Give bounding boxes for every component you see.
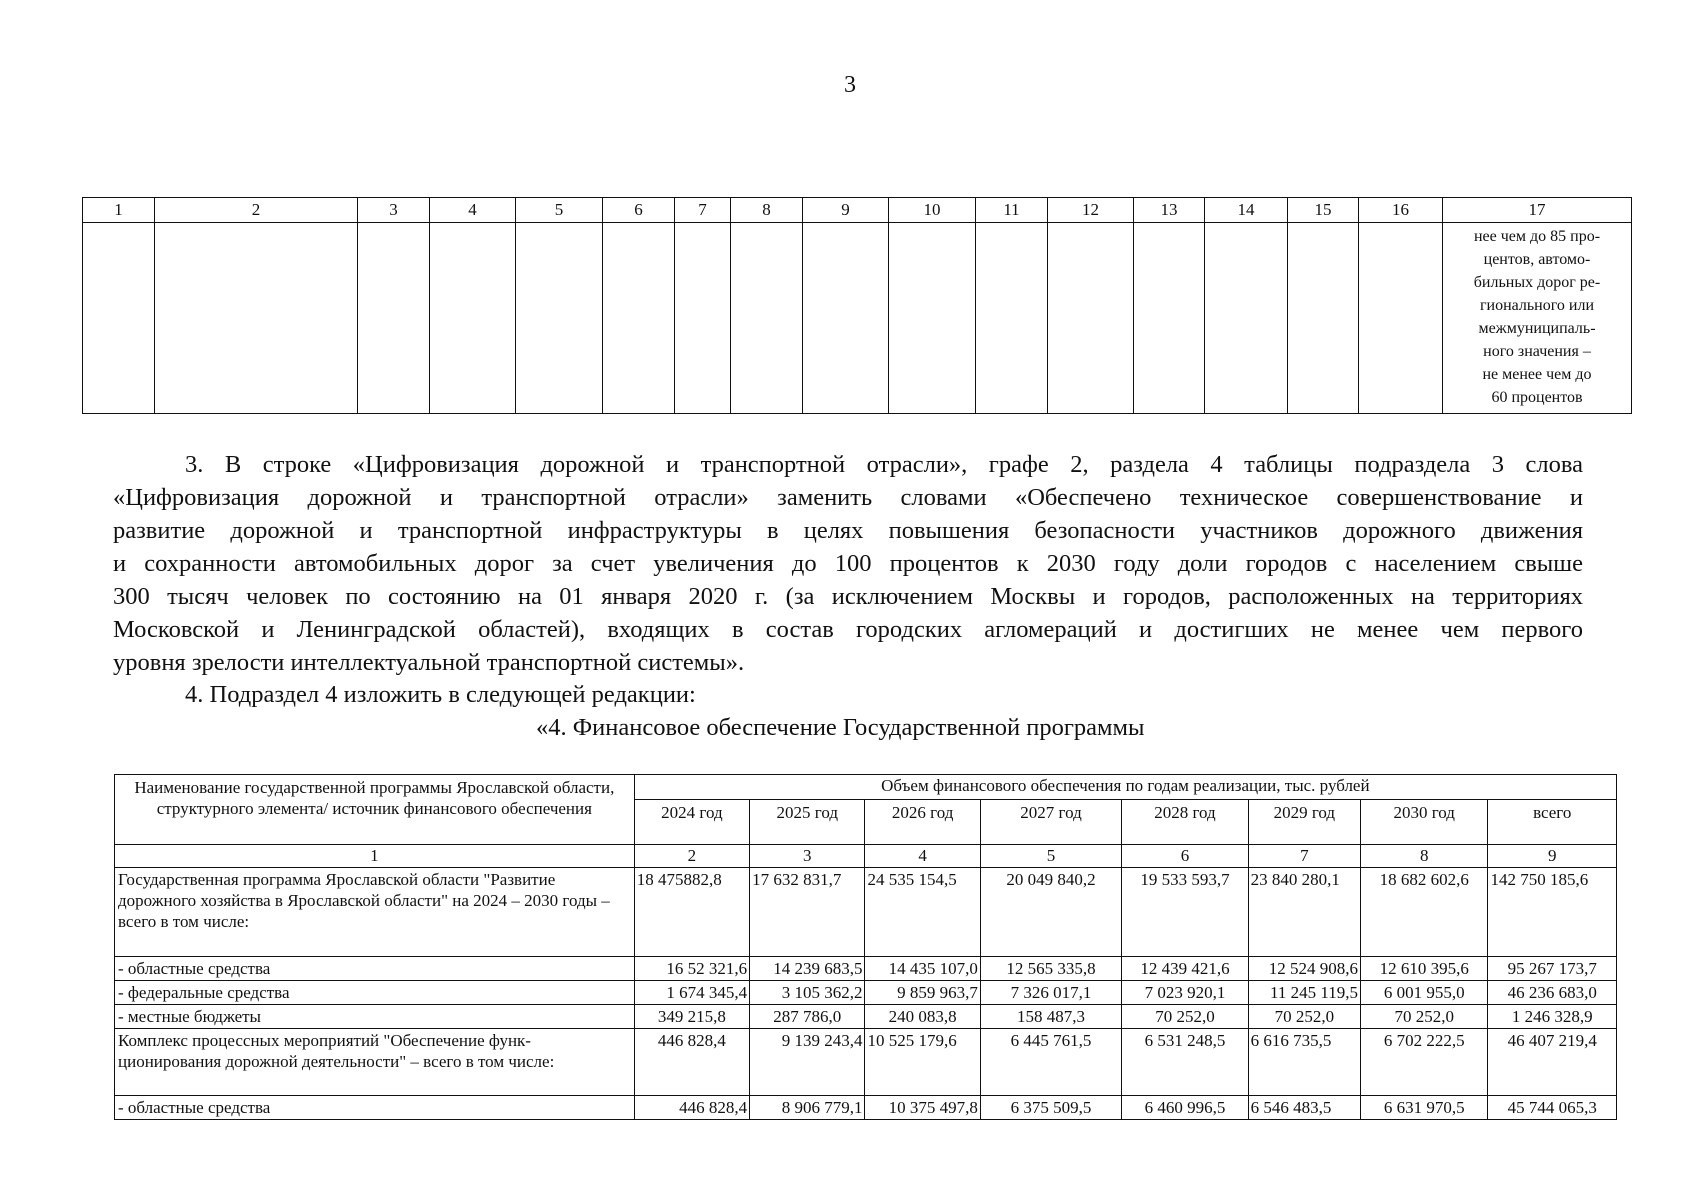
value-cell: 287 786,0 — [750, 1005, 865, 1029]
col-number: 7 — [675, 198, 731, 223]
col-number: 5 — [980, 845, 1121, 868]
row-name: - областные средства — [115, 1096, 635, 1120]
value-cell: 46 236 683,0 — [1488, 981, 1617, 1005]
table-row — [115, 981, 1617, 1005]
col-number: 8 — [1361, 845, 1488, 868]
value-cell: 3 105 362,2 — [750, 981, 865, 1005]
paragraph-4 — [113, 678, 1583, 711]
value-cell: 446 828,4 — [634, 1029, 749, 1096]
value-cell: 9 139 243,4 — [750, 1029, 865, 1096]
col-number: 1 — [83, 198, 155, 223]
value-cell: 12 439 421,6 — [1122, 957, 1248, 981]
table-row — [115, 1029, 1617, 1096]
value-cell: 6 702 222,5 — [1361, 1029, 1488, 1096]
value-cell: 16 52 321,6 — [634, 957, 749, 981]
col-number: 2 — [634, 845, 749, 868]
value-cell: 446 828,4 — [634, 1096, 749, 1120]
paragraph-line: 300 тысяч человек по состоянию на 01 января 2020 г. (за исключением Москвы и городов, расположенных на территориях — [113, 583, 1583, 610]
value-cell: 142 750 185,6 — [1488, 868, 1617, 957]
page-number: 3 — [844, 72, 856, 98]
name-header: Наименование государственной программы Ярославской области, структурного элемента/ источник финансового обеспечения — [115, 775, 635, 845]
value-cell: 6 375 509,5 — [980, 1096, 1121, 1120]
table-cell — [1134, 223, 1205, 414]
text-line: нее чем до 85 про- — [1473, 228, 1601, 245]
table-cell — [83, 223, 155, 414]
value-cell: 1 246 328,9 — [1488, 1005, 1617, 1029]
value-cell: 14 435 107,0 — [865, 957, 980, 981]
col-number: 14 — [1205, 198, 1288, 223]
table-cell — [603, 223, 675, 414]
finance-table — [114, 774, 1617, 1120]
value-cell: 9 859 963,7 — [865, 981, 980, 1005]
row-name: Государственная программа Ярославской области "Развитие дорожного хозяйства в Ярославской области" на 2024 – 2030 годы – всего в том числе: — [115, 868, 635, 957]
row-name: Комплекс процессных мероприятий "Обеспечение функ-ционирования дорожной деятельности" – всего в том числе: — [115, 1029, 635, 1096]
value-cell: 6 546 483,5 — [1248, 1096, 1360, 1120]
col-number: 2 — [155, 198, 358, 223]
value-cell: 17 632 831,7 — [750, 868, 865, 957]
total-header: всего — [1488, 800, 1617, 845]
col-number: 6 — [1122, 845, 1248, 868]
year-header: 2026 год — [865, 800, 980, 845]
table-row — [115, 957, 1617, 981]
table-cell — [1359, 223, 1443, 414]
col-number: 3 — [750, 845, 865, 868]
column-number-row — [83, 198, 1632, 223]
paragraph-line: и сохранности автомобильных дорог за счет увеличения до 100 процентов к 2030 году доли городов с населением свыше — [113, 550, 1583, 577]
row-name: - областные средства — [115, 957, 635, 981]
value-cell: 240 083,8 — [865, 1005, 980, 1029]
value-cell: 8 906 779,1 — [750, 1096, 865, 1120]
section-title: «4. Финансовое обеспечение Государственной программы — [536, 714, 1145, 741]
col-number: 17 — [1443, 198, 1632, 223]
col-number: 4 — [865, 845, 980, 868]
table-cell — [1048, 223, 1134, 414]
year-header: 2028 год — [1122, 800, 1248, 845]
value-cell: 6 616 735,5 — [1248, 1029, 1360, 1096]
table-row — [115, 1005, 1617, 1029]
col-number: 8 — [731, 198, 803, 223]
value-cell: 45 744 065,3 — [1488, 1096, 1617, 1120]
value-cell: 18 475882,8 — [634, 868, 749, 957]
column-number-row — [115, 845, 1617, 868]
value-cell: 18 682 602,6 — [1361, 868, 1488, 957]
col-number: 9 — [803, 198, 889, 223]
value-cell: 95 267 173,7 — [1488, 957, 1617, 981]
value-cell: 12 524 908,6 — [1248, 957, 1360, 981]
value-cell: 12 610 395,6 — [1361, 957, 1488, 981]
value-cell: 6 001 955,0 — [1361, 981, 1488, 1005]
table-cell — [1205, 223, 1288, 414]
year-header: 2024 год — [634, 800, 749, 845]
value-cell: 14 239 683,5 — [750, 957, 865, 981]
col-number: 3 — [358, 198, 430, 223]
year-header: 2030 год — [1361, 800, 1488, 845]
value-cell: 12 565 335,8 — [980, 957, 1121, 981]
value-cell: 23 840 280,1 — [1248, 868, 1360, 957]
table-cell — [430, 223, 516, 414]
paragraph-line: развитие дорожной и транспортной инфраструктуры в целях повышения безопасности участников дорожного движения — [113, 517, 1583, 544]
text-line: гионального или — [1479, 297, 1595, 314]
col17-cell — [1443, 223, 1632, 414]
value-cell: 11 245 119,5 — [1248, 981, 1360, 1005]
col17-text — [1443, 223, 1631, 411]
table-cell — [1288, 223, 1359, 414]
col-number: 10 — [889, 198, 976, 223]
year-header: 2029 год — [1248, 800, 1360, 845]
paragraph-line: 3. В строке «Цифровизация дорожной и транспортной отрасли», графе 2, раздела 4 таблицы подраздела 3 слова — [185, 451, 1583, 478]
paragraph-line: «Цифровизация дорожной и транспортной отрасли» заменить словами «Обеспечено техническое совершенствование и — [113, 484, 1583, 511]
value-cell: 19 533 593,7 — [1122, 868, 1248, 957]
table-cell — [803, 223, 889, 414]
text-line: бильных дорог ре- — [1473, 274, 1601, 291]
table-row — [115, 1096, 1617, 1120]
col-number: 12 — [1048, 198, 1134, 223]
value-cell: 24 535 154,5 — [865, 868, 980, 957]
value-cell: 1 674 345,4 — [634, 981, 749, 1005]
value-cell: 70 252,0 — [1248, 1005, 1360, 1029]
table-cell — [155, 223, 358, 414]
col-number: 13 — [1134, 198, 1205, 223]
value-cell: 10 525 179,6 — [865, 1029, 980, 1096]
col-number: 9 — [1488, 845, 1617, 868]
value-cell: 349 215,8 — [634, 1005, 749, 1029]
value-cell: 7 326 017,1 — [980, 981, 1121, 1005]
paragraph-3 — [113, 448, 1583, 679]
col-number: 4 — [430, 198, 516, 223]
col-number: 5 — [516, 198, 603, 223]
value-cell: 10 375 497,8 — [865, 1096, 980, 1120]
col-number: 16 — [1359, 198, 1443, 223]
col-number: 11 — [976, 198, 1048, 223]
table-cell — [976, 223, 1048, 414]
col-number: 6 — [603, 198, 675, 223]
value-cell: 70 252,0 — [1361, 1005, 1488, 1029]
text-line: не менее чем до — [1482, 366, 1592, 383]
table-cell — [889, 223, 976, 414]
col-number: 15 — [1288, 198, 1359, 223]
value-cell: 70 252,0 — [1122, 1005, 1248, 1029]
value-cell: 46 407 219,4 — [1488, 1029, 1617, 1096]
value-cell: 6 531 248,5 — [1122, 1029, 1248, 1096]
volume-header: Объем финансового обеспечения по годам реализации, тыс. рублей — [634, 775, 1616, 800]
row-name: - местные бюджеты — [115, 1005, 635, 1029]
text-line: центов, автомо- — [1483, 251, 1591, 268]
col-number: 1 — [115, 845, 635, 868]
table-cell — [675, 223, 731, 414]
table-cell — [731, 223, 803, 414]
value-cell: 7 023 920,1 — [1122, 981, 1248, 1005]
value-cell: 6 445 761,5 — [980, 1029, 1121, 1096]
table-cell — [358, 223, 430, 414]
table-cell — [516, 223, 603, 414]
paragraph-line: 4. Подраздел 4 изложить в следующей редакции: — [185, 681, 696, 708]
year-header: 2027 год — [980, 800, 1121, 845]
continuation-table — [82, 197, 1632, 414]
text-line: межмуниципаль- — [1478, 320, 1596, 337]
text-line: ного значения – — [1483, 343, 1591, 360]
table-row — [83, 223, 1632, 414]
col-number: 7 — [1248, 845, 1360, 868]
year-header: 2025 год — [750, 800, 865, 845]
value-cell: 20 049 840,2 — [980, 868, 1121, 957]
text-line: 60 процентов — [1491, 389, 1583, 406]
value-cell: 6 631 970,5 — [1361, 1096, 1488, 1120]
paragraph-line: уровня зрелости интеллектуальной транспортной системы». — [113, 649, 745, 676]
header-row — [115, 775, 1617, 800]
table-row — [115, 868, 1617, 957]
paragraph-line: Московской и Ленинградской областей), входящих в состав городских агломераций и достигших не менее чем первого — [113, 616, 1583, 643]
value-cell: 158 487,3 — [980, 1005, 1121, 1029]
row-name: - федеральные средства — [115, 981, 635, 1005]
value-cell: 6 460 996,5 — [1122, 1096, 1248, 1120]
